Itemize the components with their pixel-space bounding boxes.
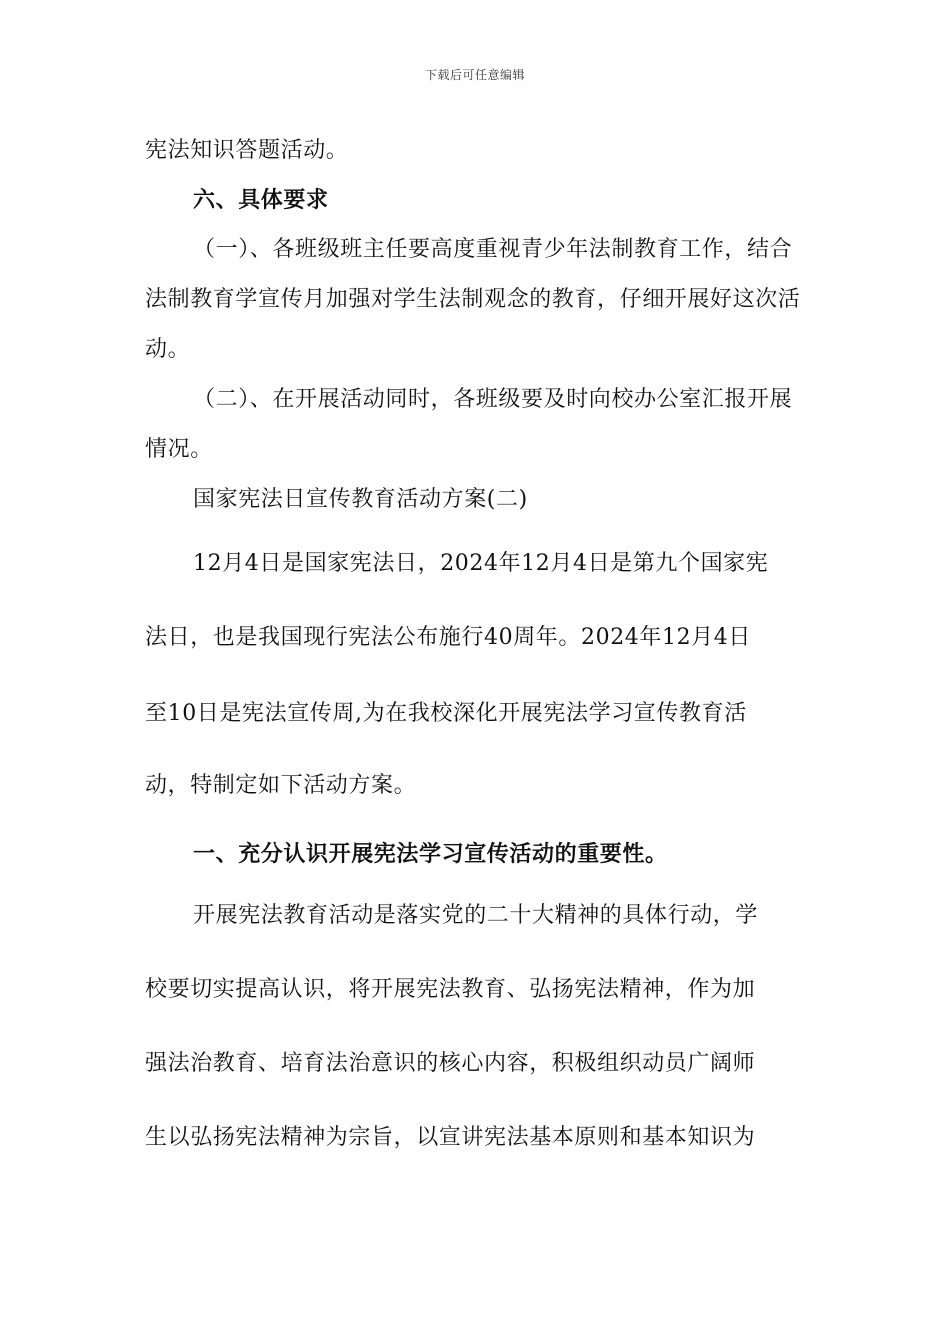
text-line: 动。 (145, 337, 191, 362)
page-header: 下载后可任意编辑 (424, 68, 525, 82)
text-line: 宪法知识答题活动。 (145, 138, 349, 163)
text-line: 法日，也是我国现行宪法公布施行40周年。2024年12月4日 (145, 625, 751, 650)
text-line: 强法治教育、培育法治意识的核心内容，积极组织动员广阔师 (145, 1051, 756, 1076)
text-line: 法制教育学宣传月加强对学生法制观念的教育，仔细开展好这次活 (145, 287, 801, 312)
text-line: （一）、各班级班主任要高度重视青少年法制教育工作，结合 (193, 237, 793, 262)
section-heading: 六、具体要求 (193, 187, 329, 213)
document-subtitle: 国家宪法日宣传教育活动方案(二) (193, 487, 528, 512)
section-heading: 一、充分认识开展宪法学习宣传活动的重要性。 (193, 841, 668, 867)
text-line: 12月4日是国家宪法日，2024年12月4日是第九个国家宪 (193, 551, 769, 576)
text-line: （二）、在开展活动同时，各班级要及时向校办公室汇报开展 (193, 387, 793, 412)
text-line: 校要切实提高认识，将开展宪法教育、弘扬宪法精神，作为加 (145, 977, 756, 1002)
text-line: 情况。 (145, 437, 213, 462)
text-line: 动，特制定如下活动方案。 (145, 773, 417, 798)
text-line: 至10日是宪法宣传周,为在我校深化开展宪法学习宣传教育活 (145, 701, 747, 726)
text-line: 生以弘扬宪法精神为宗旨，以宣讲宪法基本原则和基本知识为 (145, 1125, 756, 1150)
text-line: 开展宪法教育活动是落实党的二十大精神的具体行动，学 (193, 903, 759, 928)
